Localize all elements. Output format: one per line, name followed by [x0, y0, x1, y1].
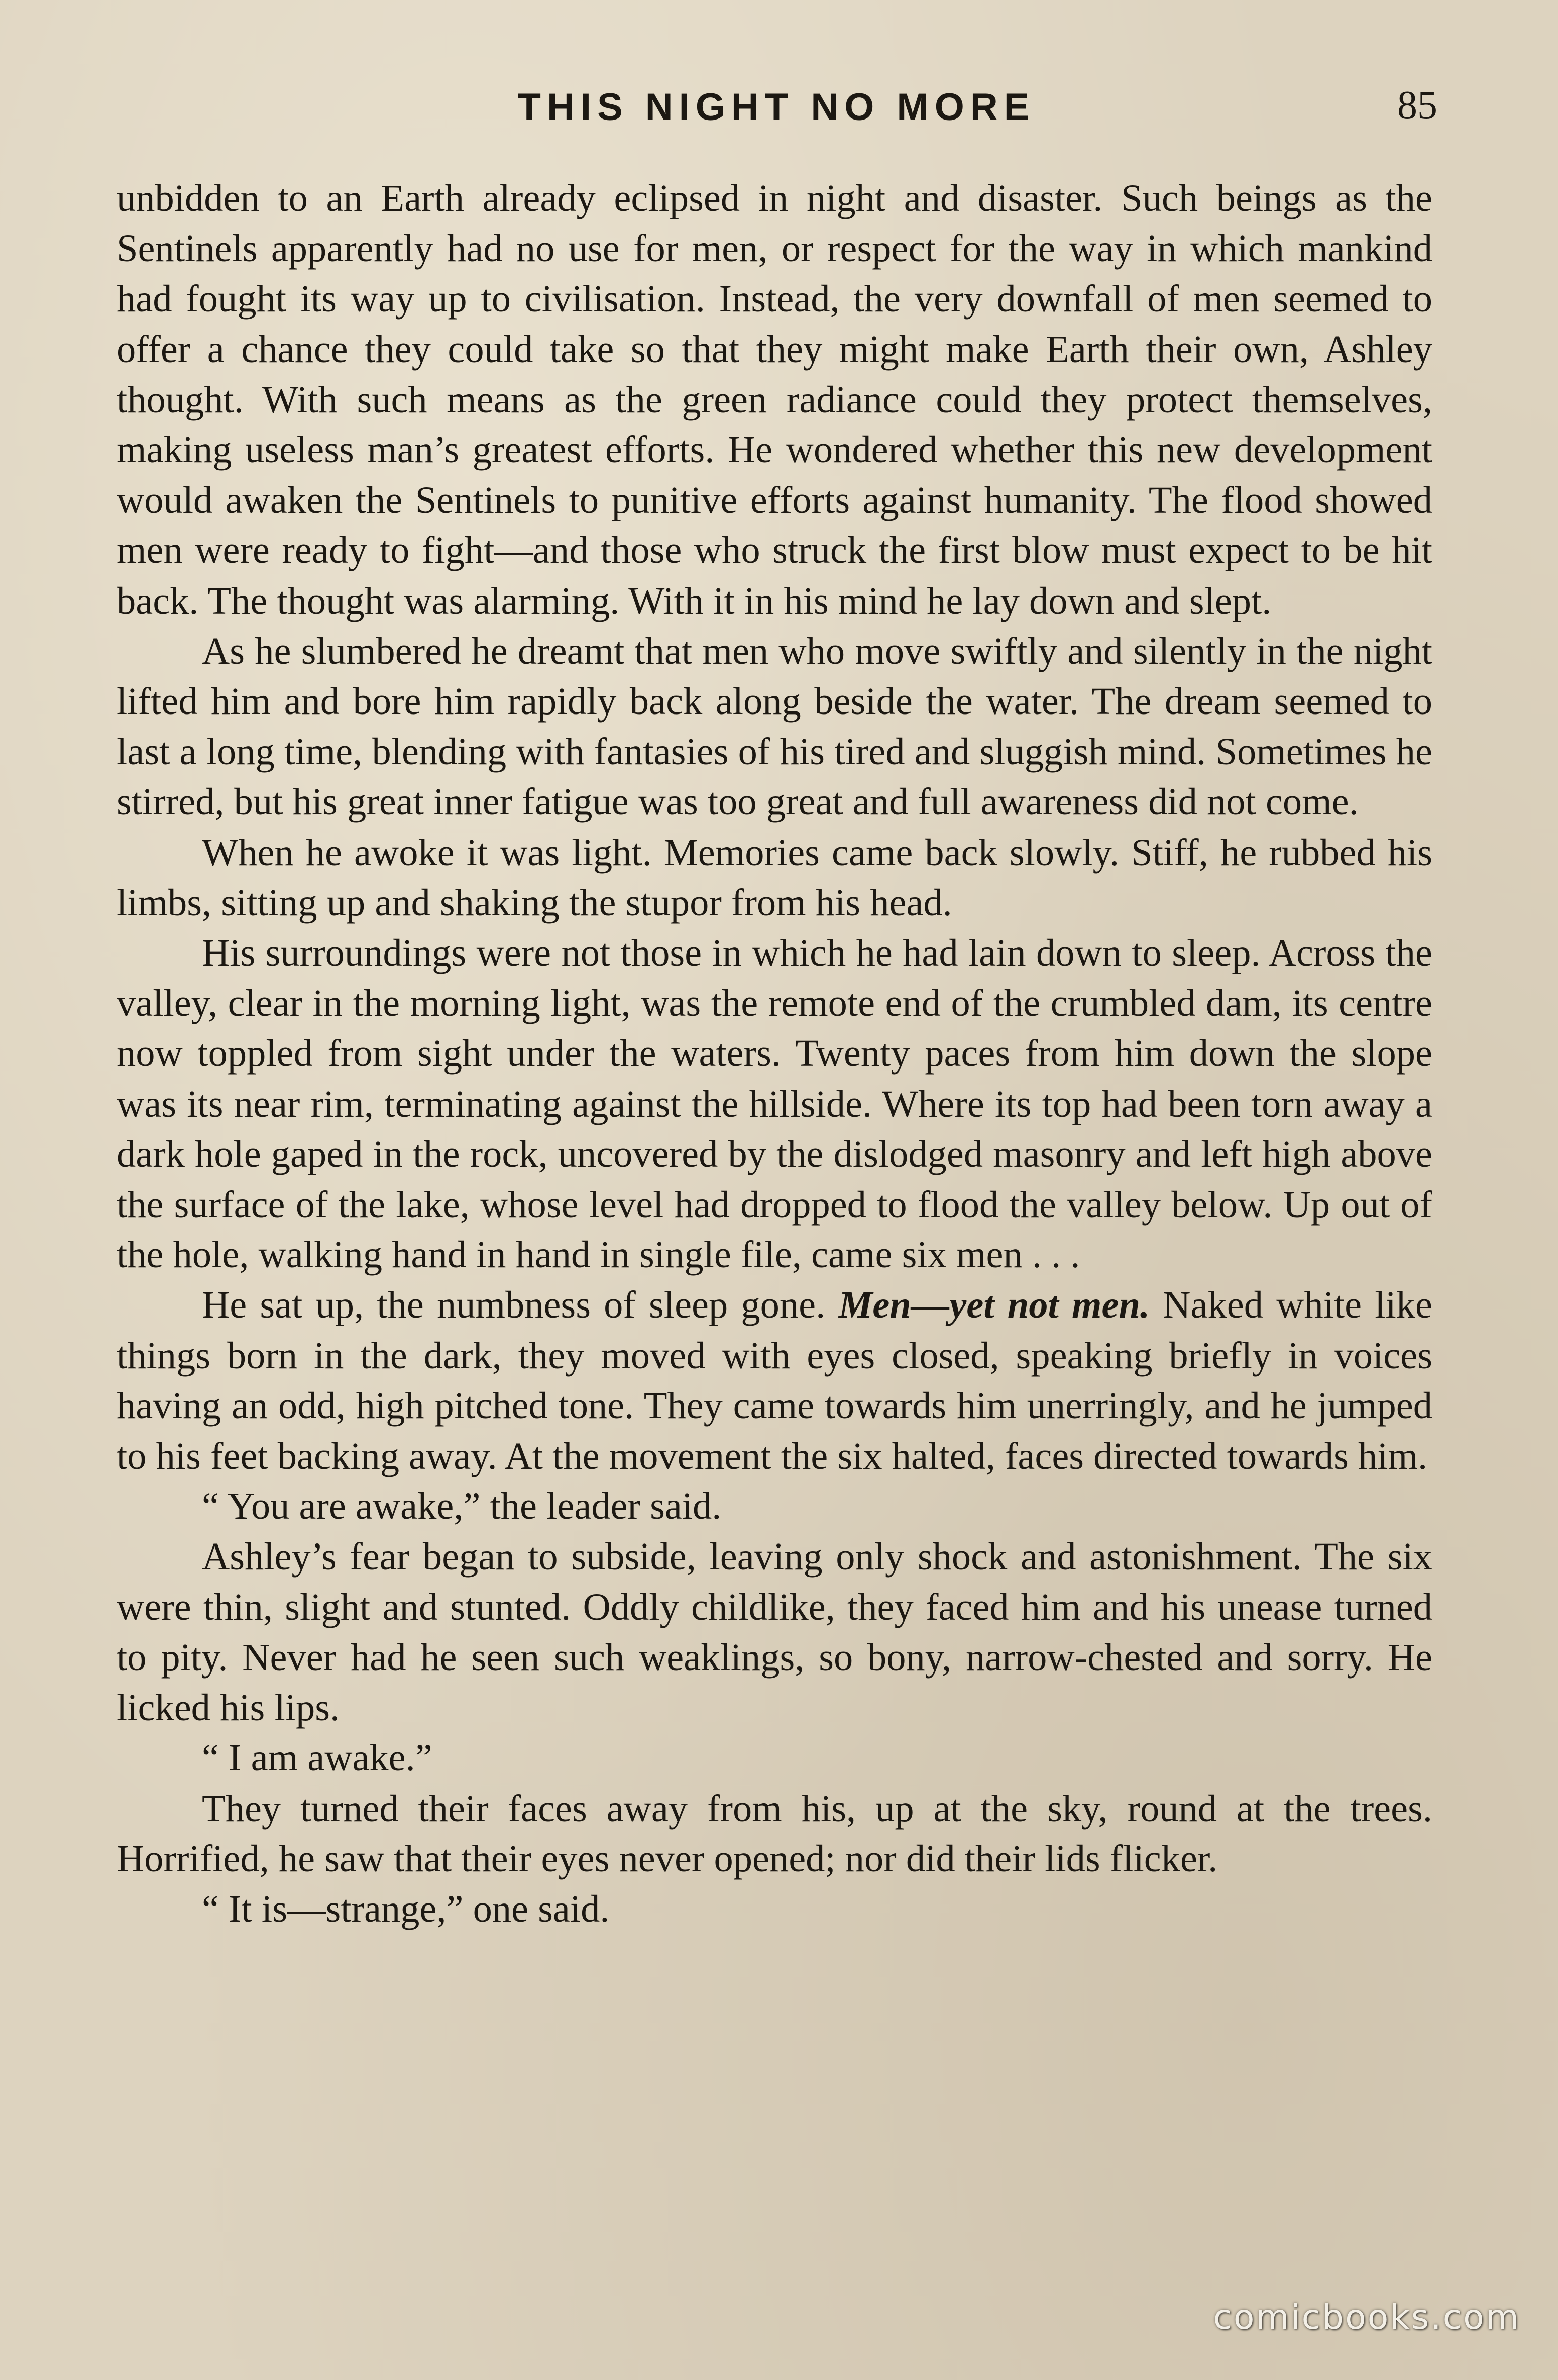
paragraph-5-before: He sat up, the numbness of sleep gone.: [202, 1283, 839, 1327]
body-text: [117, 173, 1432, 1934]
paragraph-3: When he awoke it was light. Memories came back slowly. Stiff, he rubbed his limbs, sitting up and shaking the stupor from his head.: [117, 830, 1432, 924]
running-head: [116, 75, 1437, 141]
chapter-title: THIS NIGHT NO MORE: [517, 86, 1036, 129]
paragraph-7: Ashley’s fear began to subside, leaving only shock and astonishment. The six were thin, slight and stunted. Oddly childlike, they faced him and his unease turned to pity. Never had he seen such weaklings, so bony, narrow-chested and sorry. He licked his lips.: [117, 1535, 1432, 1729]
paragraph-10: “ It is—strange,” one said.: [202, 1887, 610, 1930]
watermark: comicbooks.com: [1213, 2298, 1520, 2337]
paragraph-5: [117, 1280, 1432, 1481]
paragraph-1: unbidden to an Earth already eclipsed in night and disaster. Such beings as the Sentinels apparently had no use for men, or respect for the way in which mankind had fought its way up to civilisation. Instead, the very downfall of men seemed to offer a chance they could take so that they might make Earth their own, Ashley thought. With such means as the green radiance could they protect themselves, making useless man’s greatest efforts. He wondered whether this new development would awaken the Sentinels to punitive efforts against humanity. The flood showed men were ready to fight—and those who struck the first blow must expect to be hit back. The thought was alarming. With it in his mind he lay down and slept.: [117, 177, 1432, 622]
paragraph-9: They turned their faces away from his, up at the sky, round at the trees. Horrified, he saw that their eyes never opened; nor did their lids flicker.: [117, 1787, 1432, 1880]
paragraph-5-emphasis: Men—yet not men.: [838, 1283, 1150, 1327]
paragraph-4: His surroundings were not those in which he had lain down to sleep. Across the valley, clear in the morning light, was the remote end of the crumbled dam, its centre now toppled from sight under the waters. Twenty paces from him down the slope was its near rim, terminating against the hillside. Where its top had been torn away a dark hole gaped in the rock, uncovered by the dislodged masonry and left high above the surface of the lake, whose level had dropped to flood the valley below. Up out of the hole, walking hand in hand in single file, came six men . . .: [117, 931, 1432, 1276]
paragraph-5-after: Naked white like things born in the dark, they moved with eyes closed, speaking briefly in voices having an odd, high pitched tone. They came towards him unerringly, and he jumped to his feet backing away. At the movement the six halted, faces directed towards him.: [117, 1283, 1432, 1478]
page-number: 85: [1397, 83, 1437, 128]
paragraph-8: “ I am awake.”: [202, 1736, 432, 1779]
paragraph-6: “ You are awake,” the leader said.: [202, 1485, 722, 1528]
paragraph-2: As he slumbered he dreamt that men who move swiftly and silently in the night lifted him and bore him rapidly back along beside the water. The dream seemed to last a long time, blending with fantasies of his tired and sluggish mind. Sometimes he stirred, but his great inner fatigue was too great and full awareness did not come.: [117, 629, 1432, 823]
